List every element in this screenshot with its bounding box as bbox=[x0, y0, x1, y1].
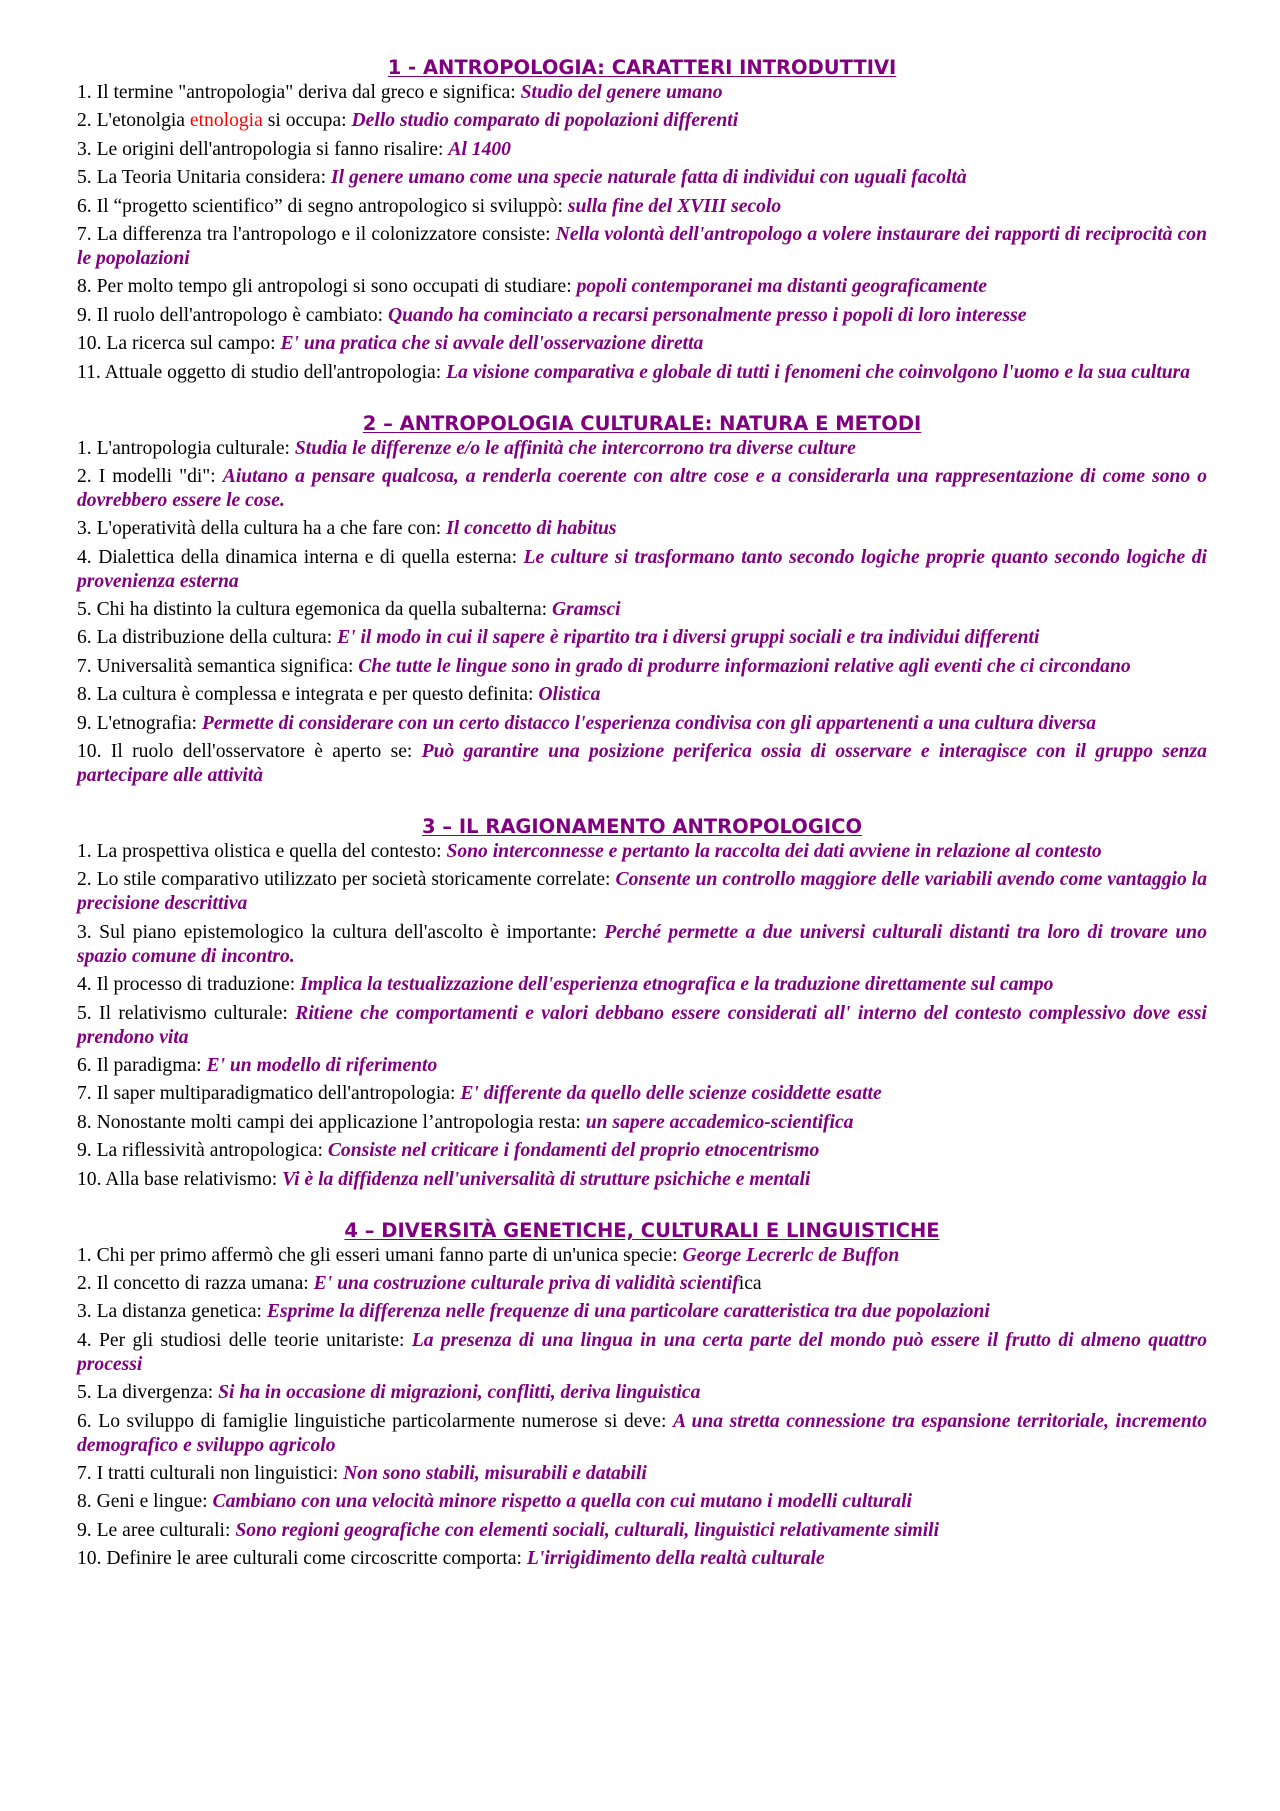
section-1 bbox=[77, 56, 1207, 385]
question-text: 9. Le aree culturali: bbox=[77, 1519, 236, 1541]
question-item bbox=[77, 868, 1207, 916]
question-item bbox=[77, 1381, 1207, 1405]
answer-text: Che tutte le lingue sono in grado di produrre informazioni relative agli eventi che ci circondano bbox=[358, 655, 1131, 677]
question-item bbox=[77, 332, 1207, 356]
question-text: 7. Il saper multiparadigmatico dell'antropologia: bbox=[77, 1083, 461, 1105]
question-text: 10. Alla base relativismo: bbox=[77, 1168, 283, 1190]
correction-text: etnologia bbox=[189, 110, 263, 132]
question-text: 6. Il paradigma: bbox=[77, 1054, 207, 1076]
question-item bbox=[77, 1490, 1207, 1514]
answer-text: Quando ha cominciato a recarsi personalmente presso i popoli di loro interesse bbox=[387, 304, 1027, 326]
question-text: 10. Definire le aree culturali come circoscritte comporta: bbox=[77, 1548, 527, 1570]
answer-text: Non sono stabili, misurabili e databili bbox=[343, 1462, 647, 1484]
answer-text: Permette di considerare con un certo distacco l'esperienza condivisa con gli appartenenti a una cultura diversa bbox=[201, 712, 1097, 734]
answer-text: Esprime la differenza nelle frequenze di una particolare caratteristica tra due popolazioni bbox=[266, 1301, 990, 1323]
question-text: 3. L'operatività della cultura ha a che fare con: bbox=[77, 518, 447, 540]
answer-text: Le culture si trasformano tanto secondo logiche proprie quanto secondo logiche di provenienza esterna bbox=[77, 546, 1207, 592]
question-item bbox=[77, 1547, 1207, 1571]
question-item bbox=[77, 109, 1207, 133]
question-item bbox=[77, 973, 1207, 997]
question-text: 2. I modelli "di": bbox=[77, 465, 223, 487]
question-text: 1. Il termine "antropologia" deriva dal greco e significa: bbox=[77, 82, 521, 103]
answer-text: Al 1400 bbox=[448, 138, 511, 160]
answer-text: E' un modello di riferimento bbox=[206, 1054, 438, 1076]
question-text: 7. I tratti culturali non linguistici: bbox=[77, 1462, 344, 1484]
answer-text: Studia le differenze e/o le affinità che intercorrono tra diverse culture bbox=[294, 437, 856, 459]
question-item bbox=[77, 598, 1207, 622]
question-text: 1. La prospettiva olistica e quella del contesto: bbox=[77, 841, 447, 863]
question-item bbox=[77, 1410, 1207, 1458]
question-text: 8. Nonostante molti campi dei applicazione l’antropologia resta: bbox=[77, 1111, 586, 1133]
section-3 bbox=[77, 815, 1207, 1192]
question-text: 4. Per gli studiosi delle teorie unitariste: bbox=[77, 1329, 412, 1351]
question-text: ica bbox=[738, 1272, 762, 1294]
answer-text: popoli contemporanei ma distanti geograficamente bbox=[576, 276, 987, 298]
question-item bbox=[77, 138, 1207, 162]
question-text: 1. L'antropologia culturale: bbox=[77, 437, 295, 459]
question-text: 4. Il processo di traduzione: bbox=[77, 974, 301, 996]
question-item bbox=[77, 1168, 1207, 1192]
question-text: 6. Il “progetto scientifico” di segno antropologico si sviluppò: bbox=[77, 195, 568, 217]
answer-text: E' differente da quello delle scienze cosiddette esatte bbox=[460, 1083, 882, 1105]
answer-text: un sapere accademico-scientifica bbox=[585, 1111, 854, 1133]
answer-text: Aiutano a pensare qualcosa, a renderla coerente con altre cose e a considerarla una rappresentazione di come sono o dovrebbero essere le cose. bbox=[77, 465, 1208, 511]
question-text: 8. Geni e lingue: bbox=[77, 1491, 213, 1513]
question-item bbox=[77, 655, 1207, 679]
question-text: 3. Le origini dell'antropologia si fanno risalire: bbox=[77, 138, 449, 160]
question-text: 11. Attuale oggetto di studio dell'antropologia: bbox=[77, 361, 447, 383]
section-title: 3 – IL RAGIONAMENTO ANTROPOLOGICO bbox=[421, 815, 863, 839]
question-text: 8. Per molto tempo gli antropologi si sono occupati di studiare: bbox=[77, 276, 577, 298]
section-title: 2 – ANTROPOLOGIA CULTURALE: NATURA E METODI bbox=[362, 411, 922, 435]
answer-text: Consente un controllo maggiore delle variabili avendo come vantaggio la precisione descrittiva bbox=[77, 869, 1207, 915]
question-item bbox=[77, 1300, 1207, 1324]
answer-text: Può garantire una posizione periferica ossia di osservare e interagisce con il gruppo senza partecipare alle attività bbox=[77, 741, 1207, 787]
question-text: 9. Il ruolo dell'antropologo è cambiato: bbox=[77, 304, 388, 326]
question-text: si occupa: bbox=[262, 110, 352, 132]
answer-text: Gramsci bbox=[552, 599, 621, 621]
question-item bbox=[77, 195, 1207, 219]
section-2 bbox=[77, 412, 1207, 789]
question-item bbox=[77, 1139, 1207, 1163]
answer-text: A una stretta connessione tra espansione territoriale, incremento demografico e sviluppo agricolo bbox=[77, 1410, 1207, 1456]
question-text: 5. La divergenza: bbox=[77, 1382, 219, 1404]
answer-text: E' il modo in cui il sapere è ripartito tra i diversi gruppi sociali e tra individui differenti bbox=[337, 627, 1040, 649]
answer-text: Olistica bbox=[538, 684, 601, 706]
question-item bbox=[77, 1519, 1207, 1543]
answer-text: sulla fine del XVIII secolo bbox=[567, 195, 782, 217]
question-item bbox=[77, 223, 1207, 271]
question-item bbox=[77, 921, 1207, 969]
question-text: 3. La distanza genetica: bbox=[77, 1301, 267, 1323]
question-text: 6. La distribuzione della cultura: bbox=[77, 627, 338, 649]
question-item bbox=[77, 465, 1207, 513]
question-text: 3. Sul piano epistemologico la cultura dell'ascolto è importante: bbox=[77, 921, 605, 943]
question-item bbox=[77, 1111, 1207, 1135]
question-text: 10. Il ruolo dell'osservatore è aperto se: bbox=[77, 741, 422, 763]
answer-text: La presenza di una lingua in una certa parte del mondo può essere il frutto di almeno quattro processi bbox=[77, 1329, 1207, 1375]
answer-text: Sono interconnesse e pertanto la raccolta dei dati avviene in relazione al contesto bbox=[446, 841, 1102, 863]
question-item bbox=[77, 304, 1207, 328]
question-text: 2. Lo stile comparativo utilizzato per società storicamente correlate: bbox=[77, 869, 616, 891]
answer-text: Nella volontà dell'antropologo a volere instaurare dei rapporti di reciprocità con le popolazioni bbox=[77, 223, 1207, 269]
question-text: 10. La ricerca sul campo: bbox=[77, 333, 281, 355]
question-item bbox=[77, 840, 1207, 864]
answer-text: Si ha in occasione di migrazioni, conflitti, deriva linguistica bbox=[218, 1382, 701, 1404]
question-item bbox=[77, 517, 1207, 541]
question-item bbox=[77, 81, 1207, 105]
question-item bbox=[77, 1082, 1207, 1106]
question-item bbox=[77, 1462, 1207, 1486]
question-text: 4. Dialettica della dinamica interna e di quella esterna: bbox=[77, 546, 524, 568]
answer-text: Perché permette a due universi culturali distanti tra loro di trovare uno spazio comune di incontro. bbox=[77, 921, 1207, 967]
answer-text: Implica la testualizzazione dell'esperienza etnografica e la traduzione direttamente sul campo bbox=[300, 974, 1054, 996]
question-item bbox=[77, 683, 1207, 707]
section-title: 4 – DIVERSITÀ GENETICHE, CULTURALI E LINGUISTICHE bbox=[344, 1218, 940, 1242]
question-item bbox=[77, 712, 1207, 736]
question-text: 8. La cultura è complessa e integrata e per questo definita: bbox=[77, 684, 539, 706]
question-item bbox=[77, 1272, 1207, 1296]
answer-text: Studio del genere umano bbox=[520, 82, 723, 103]
question-text: 6. Lo sviluppo di famiglie linguistiche particolarmente numerose si deve: bbox=[77, 1410, 673, 1432]
answer-text: Dello studio comparato di popolazioni differenti bbox=[351, 110, 739, 132]
question-text: 9. L'etnografia: bbox=[77, 712, 202, 734]
question-item bbox=[77, 275, 1207, 299]
question-text: 7. La differenza tra l'antropologo e il colonizzatore consiste: bbox=[77, 223, 556, 245]
answer-text: George Lecrerlc de Buffon bbox=[682, 1244, 900, 1266]
question-item bbox=[77, 1329, 1207, 1377]
answer-text: Cambiano con una velocità minore rispetto a quella con cui mutano i modelli culturali bbox=[212, 1491, 912, 1513]
answer-text: La visione comparativa e globale di tutti i fenomeni che coinvolgono l'uomo e la sua cultura bbox=[446, 361, 1191, 383]
question-text: 2. Il concetto di razza umana: bbox=[77, 1272, 314, 1294]
document-page bbox=[77, 56, 1207, 1598]
answer-text: E' una costruzione culturale priva di validità scientif bbox=[313, 1272, 739, 1294]
question-text: 1. Chi per primo affermò che gli esseri umani fanno parte di un'unica specie: bbox=[77, 1244, 683, 1266]
answer-text: E' una pratica che si avvale dell'osservazione diretta bbox=[280, 333, 704, 355]
question-text: 5. Il relativismo culturale: bbox=[77, 1002, 296, 1024]
answer-text: L'irrigidimento della realtà culturale bbox=[526, 1548, 825, 1570]
question-text: 2. L'etonolgia bbox=[77, 110, 190, 132]
question-item bbox=[77, 1002, 1207, 1050]
section-4 bbox=[77, 1219, 1207, 1572]
answer-text: Vi è la diffidenza nell'universalità di strutture psichiche e mentali bbox=[282, 1168, 811, 1190]
section-title: 1 - ANTROPOLOGIA: CARATTERI INTRODUTTIVI bbox=[387, 56, 897, 79]
question-text: 5. La Teoria Unitaria considera: bbox=[77, 167, 331, 189]
question-item bbox=[77, 546, 1207, 594]
question-text: 9. La riflessività antropologica: bbox=[77, 1140, 328, 1162]
answer-text: Consiste nel criticare i fondamenti del proprio etnocentrismo bbox=[327, 1140, 820, 1162]
answer-text: Sono regioni geografiche con elementi sociali, culturali, linguistici relativamente simili bbox=[235, 1519, 940, 1541]
answer-text: Ritiene che comportamenti e valori debbano essere considerati all' interno del contesto complessivo dove essi prendono vita bbox=[77, 1002, 1207, 1048]
question-item bbox=[77, 740, 1207, 788]
question-item bbox=[77, 361, 1207, 385]
question-item bbox=[77, 1244, 1207, 1268]
question-item bbox=[77, 626, 1207, 650]
question-text: 7. Universalità semantica significa: bbox=[77, 655, 359, 677]
question-item bbox=[77, 166, 1207, 190]
answer-text: Il concetto di habitus bbox=[446, 518, 617, 540]
answer-text: Il genere umano come una specie naturale fatta di individui con uguali facoltà bbox=[330, 167, 967, 189]
question-text: 5. Chi ha distinto la cultura egemonica da quella subalterna: bbox=[77, 599, 553, 621]
question-item bbox=[77, 1054, 1207, 1078]
question-item bbox=[77, 437, 1207, 461]
